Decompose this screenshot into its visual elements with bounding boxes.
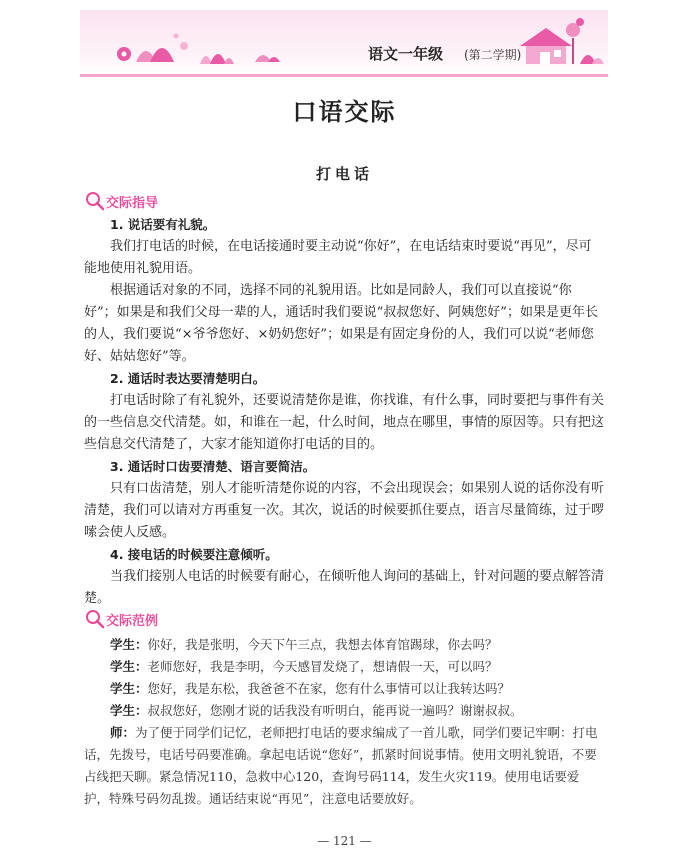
dialogue-line [84, 678, 604, 700]
tree-icon [566, 18, 584, 64]
dialogue-line [84, 656, 604, 678]
dialogue-text: 叔叔您好，您刚才说的话我没有听明白，能再说一遍吗？谢谢叔叔。 [147, 703, 523, 718]
paragraph: 打电话时除了有礼貌外，还要说清楚你是谁，你找谁，有什么事，同时要把与事件有关的一些信息交代清楚。如，和谁在一起，什么时间，地点在哪里，事情的原因等。只有把这些信息交代清楚了，大家才能知道你打电话的目的。 [84, 393, 605, 452]
paragraph: 只有口齿清楚，别人才能听清楚你说的内容，不会出现误会；如果别人说的话你没有听清楚，我们可以请对方再重复一次。其次，说话的时候要抓住要点，语言尽量简练，过于啰嗦会使人反感。 [84, 481, 605, 540]
guidance-body [84, 214, 604, 610]
guidance-item-title: 2. 通话时表达要清楚明白。 [110, 371, 266, 386]
example-dialogue [84, 634, 604, 810]
banner-decoration [80, 10, 608, 74]
dialogue-text: 您好，我是东松，我爸爸不在家，您有什么事情可以让我转达吗？ [147, 681, 511, 696]
speaker-label: 学生： [110, 681, 148, 696]
dialogue-line [84, 722, 604, 810]
speaker-label: 学生： [110, 637, 148, 652]
paragraph: 我们打电话的时候，在电话接通时要主动说“你好”，在电话结束时要说“再见”，尽可能地使用礼貌用语。 [84, 239, 592, 276]
dialogue-text: 老师您好，我是李明，今天感冒发烧了，想请假一天，可以吗？ [147, 659, 498, 674]
page-title: 口语交际 [292, 97, 397, 126]
dialogue-text: 你好，我是张明，今天下午三点，我想去体育馆踢球，你去吗？ [147, 637, 498, 652]
paragraph: 根据通话对象的不同，选择不同的礼貌用语。比如是同龄人，我们可以直接说“你好”；如果是和我们父母一辈的人，通话时我们要说“叔叔您好、阿姨您好”；如果是更年长的人，我们要说“×爷爷您好、×奶奶您好”；如果是有固定身份的人，我们可以说“老师您好、姑姑您好”等。 [84, 283, 598, 364]
speaker-label: 学生： [110, 703, 148, 718]
dialogue-line [84, 700, 604, 722]
speaker-label: 师： [110, 725, 136, 740]
term-label: (第二学期) [464, 48, 522, 62]
page-number: — 121 — [317, 834, 372, 848]
paragraph: 当我们接别人电话的时候要有耐心，在倾听他人询问的基础上，针对问题的要点解答清楚。 [84, 569, 605, 606]
dialogue-text: 为了便于同学们记忆，老师把打电话的要求编成了一首儿歌，同学们要记牢啊：打电话，先拨号，电话号码要准确。拿起电话说“您好”，抓紧时间说事情。使用文明礼貌语，不要占线把天聊。紧急情况110，急救中心120，查询号码114，发生火灾119。使用电话要爱护，特殊号码勿乱拨。通话结束说“再见”，注意电话要放好。 [84, 725, 598, 806]
guidance-item-title: 3. 通话时口齿要清楚、语言要简洁。 [110, 459, 316, 474]
section-label: 交际范例 [106, 614, 159, 629]
speaker-label: 学生： [110, 659, 148, 674]
magnifier-icon [84, 190, 106, 212]
section-label: 交际指导 [106, 196, 159, 211]
magnifier-icon [84, 608, 106, 630]
leaf-icon [150, 48, 174, 62]
header-banner [80, 10, 608, 77]
house-icon [520, 28, 572, 64]
guidance-item-title: 1. 说话要有礼貌。 [110, 217, 216, 232]
lesson-subtitle: 打电话 [315, 165, 373, 183]
dialogue-line [84, 634, 604, 656]
grade-title: 语文一年级 [368, 45, 444, 63]
guidance-item-title: 4. 接电话的时候要注意倾听。 [110, 547, 278, 562]
